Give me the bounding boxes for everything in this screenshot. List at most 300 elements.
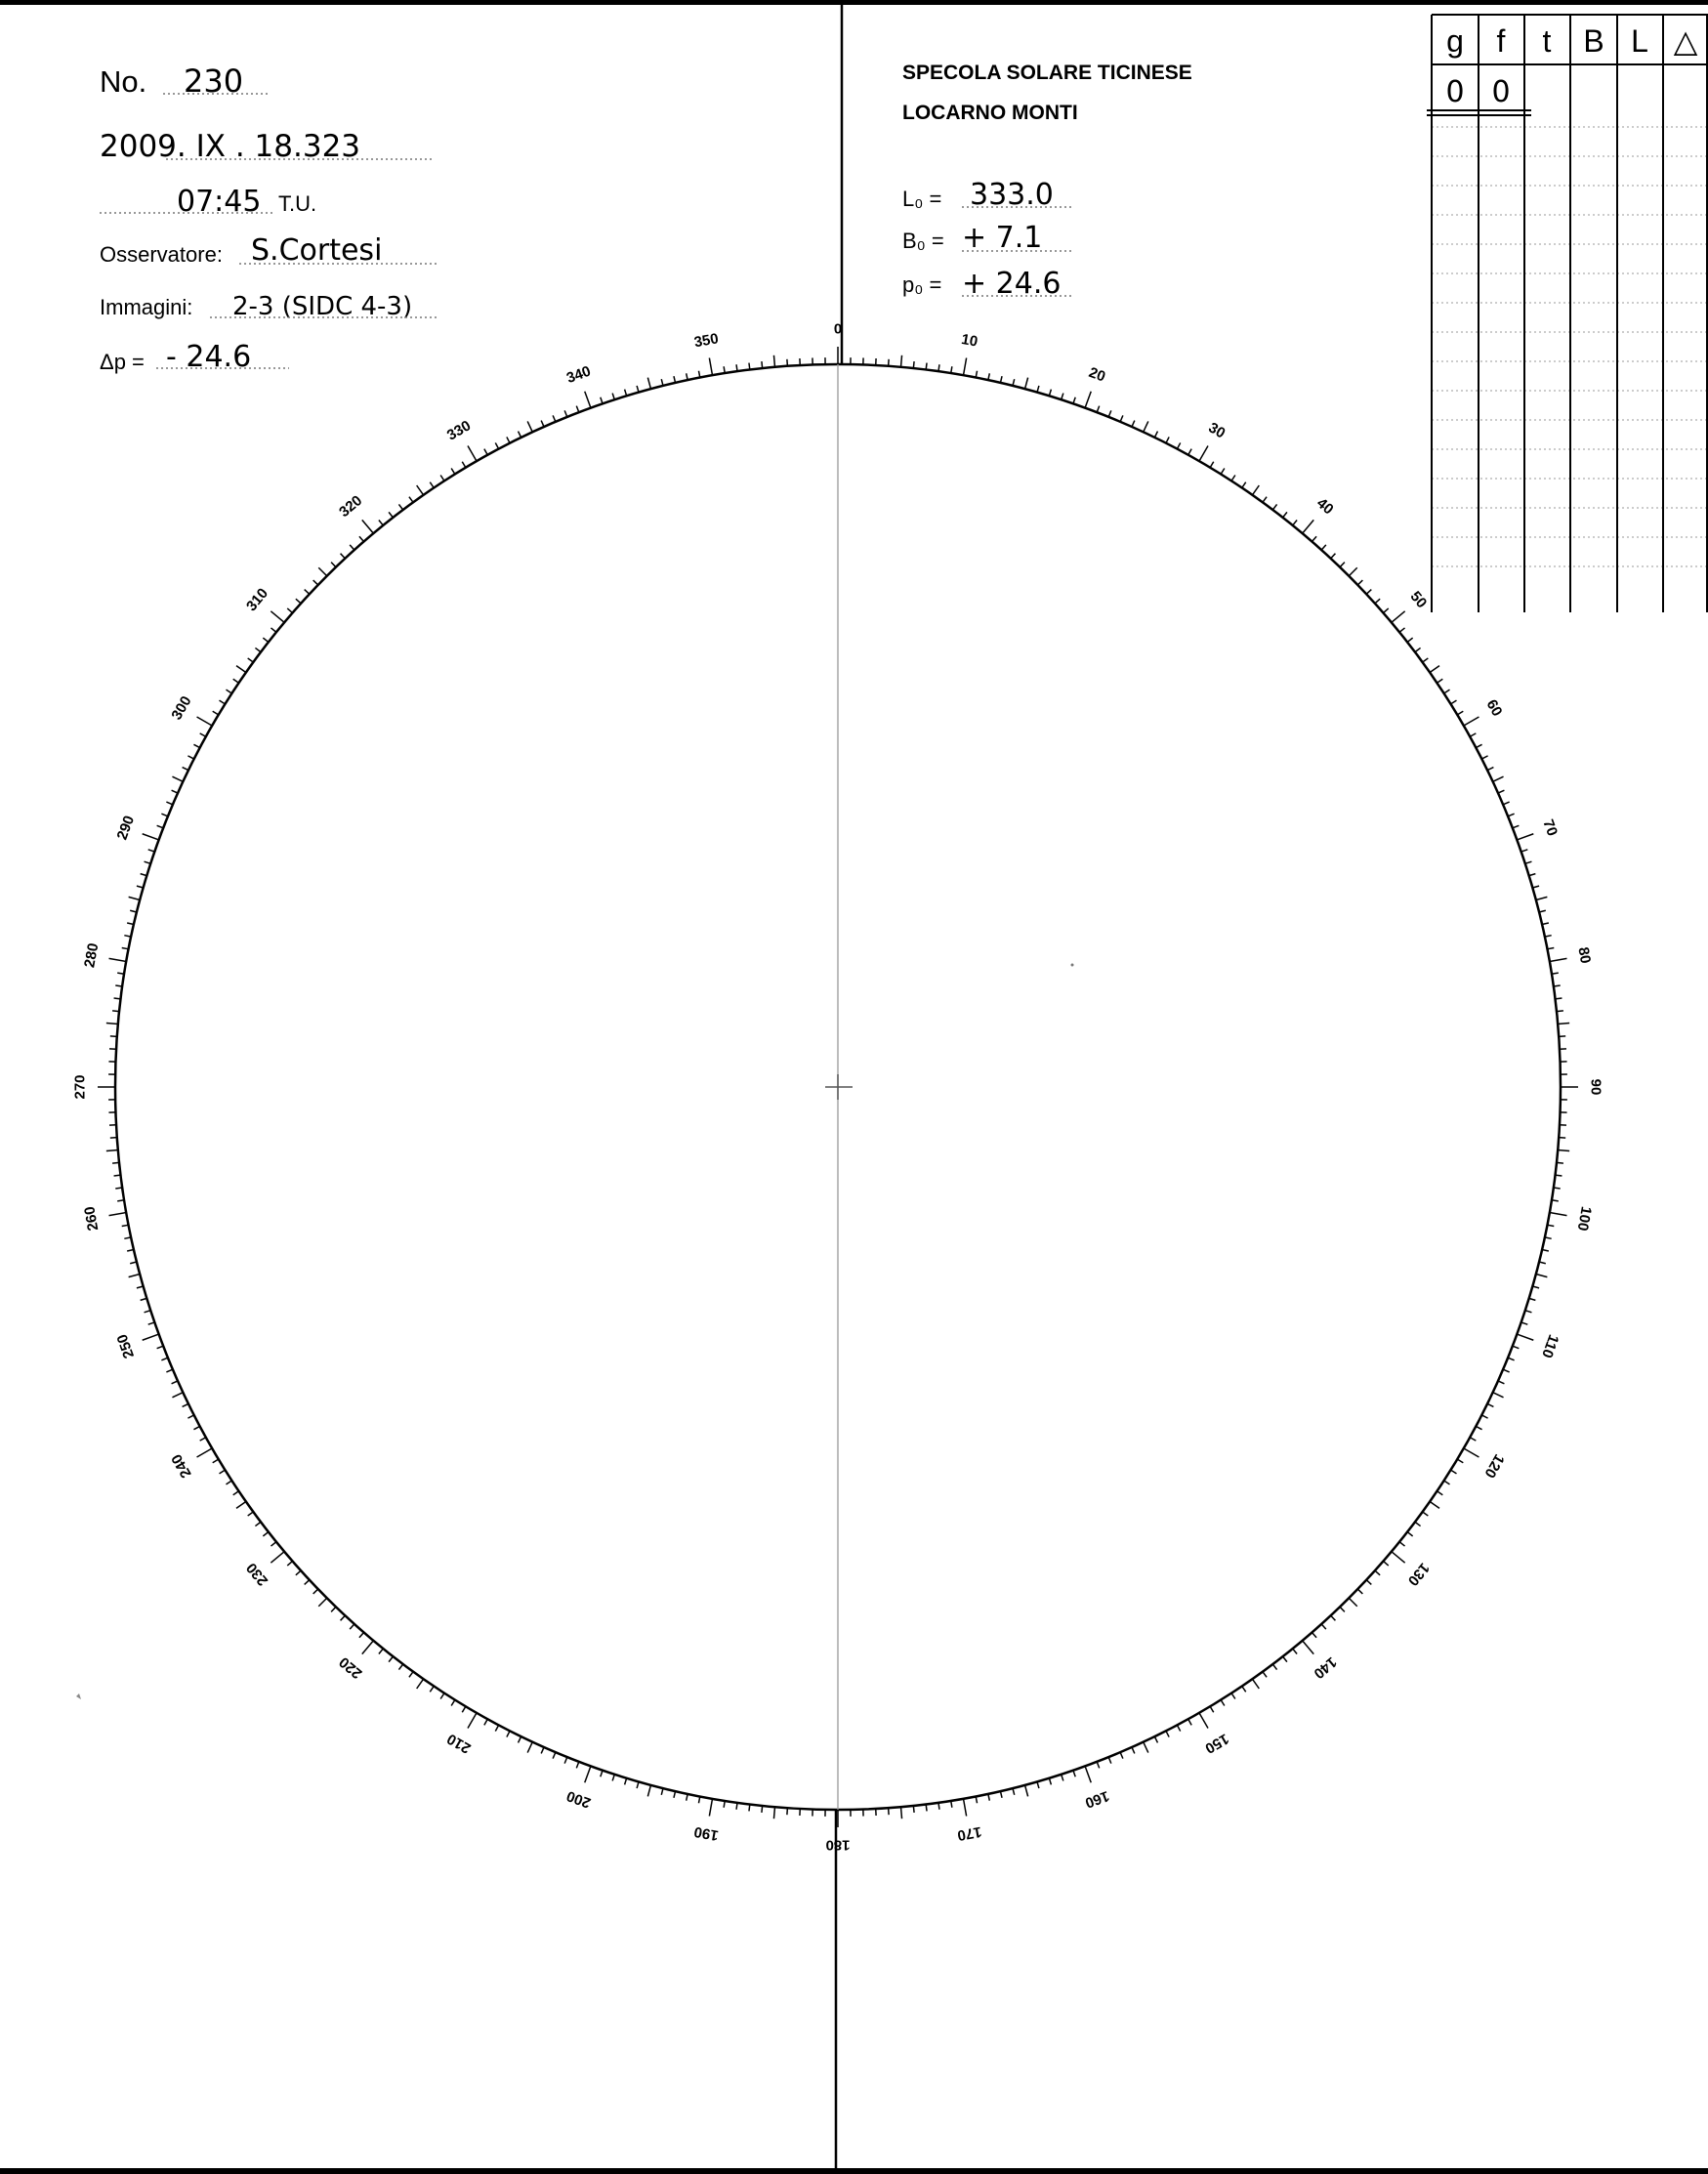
scale-label-70: 70 — [1539, 816, 1562, 839]
sunspot-count-table — [1427, 15, 1708, 612]
scale-label-320: 320 — [336, 491, 366, 522]
scale-tick — [271, 628, 275, 632]
scale-tick — [313, 580, 318, 585]
scale-tick — [901, 1807, 902, 1819]
scale-tick — [318, 1598, 326, 1606]
scale-tick — [553, 415, 556, 421]
scale-tick — [1312, 536, 1316, 541]
scale-label-190: 190 — [692, 1822, 721, 1844]
table-cell-g: 0 — [1445, 75, 1465, 109]
scale-tick — [1554, 1188, 1561, 1189]
scale-tick — [187, 1415, 193, 1418]
scale-tick — [484, 1719, 487, 1725]
scale-tick — [637, 1781, 639, 1788]
bottom-border — [0, 2168, 1708, 2174]
p0-value: + 24.6 — [962, 267, 1062, 301]
scale-tick — [1349, 1598, 1356, 1606]
number-label: No. — [100, 64, 147, 99]
scale-tick — [1154, 432, 1157, 438]
scale-tick — [1085, 1766, 1091, 1782]
scale-tick — [484, 449, 487, 455]
scale-tick — [1293, 1649, 1297, 1653]
scale-tick — [263, 1532, 269, 1536]
scale-tick — [964, 1799, 967, 1817]
header-center — [902, 62, 1192, 301]
scale-tick — [417, 485, 424, 495]
scale-tick — [1415, 1522, 1421, 1526]
scale-tick — [1525, 1311, 1532, 1313]
scale-tick — [913, 1806, 914, 1813]
scale-label-260: 260 — [81, 1204, 103, 1233]
scale-tick — [166, 802, 172, 805]
scale-tick — [762, 361, 763, 368]
scale-tick — [1375, 1570, 1380, 1575]
b0-value: + 7.1 — [962, 221, 1043, 255]
scale-tick — [220, 1470, 226, 1474]
scale-tick — [1508, 1358, 1514, 1360]
scale-tick — [1407, 638, 1413, 642]
scale-tick — [197, 717, 213, 726]
scale-tick — [1529, 1298, 1536, 1300]
delta-p-value: - 24.6 — [166, 340, 252, 374]
scale-tick — [130, 910, 137, 912]
scale-tick — [527, 421, 532, 432]
table-header-b: B — [1583, 23, 1604, 59]
scale-tick — [1340, 1607, 1345, 1611]
scale-tick — [1550, 958, 1567, 961]
table-cell-f: 0 — [1491, 75, 1511, 109]
scale-tick — [519, 432, 521, 438]
scale-tick — [1555, 998, 1562, 999]
scale-tick — [350, 545, 354, 550]
scale-label-110: 110 — [1538, 1332, 1562, 1360]
speck-mark — [1071, 964, 1074, 967]
scale-tick — [213, 711, 219, 715]
scale-tick — [379, 1649, 383, 1653]
scale-tick — [988, 1794, 989, 1801]
scale-tick — [172, 776, 183, 781]
scale-tick — [762, 1806, 763, 1813]
scale-tick — [157, 825, 164, 828]
scale-tick — [248, 658, 254, 662]
scale-tick — [1312, 1632, 1316, 1637]
images-value: 2-3 (SIDC 4-3) — [232, 292, 413, 321]
scale-tick — [647, 378, 650, 390]
table-header-f: f — [1496, 23, 1506, 59]
scale-tick — [1392, 611, 1405, 623]
scale-tick — [1430, 1501, 1439, 1508]
scale-tick — [129, 897, 141, 899]
scale-tick — [1221, 1700, 1225, 1706]
scale-tick — [507, 1731, 510, 1736]
scale-tick — [1252, 1679, 1259, 1689]
scale-tick — [362, 1641, 374, 1654]
scale-tick — [1399, 628, 1404, 632]
scale-tick — [451, 469, 455, 475]
scale-tick — [1025, 378, 1028, 390]
scale-tick — [1558, 1023, 1569, 1024]
scale-label-20: 20 — [1086, 363, 1108, 386]
scale-tick — [1013, 379, 1015, 386]
scale-tick — [341, 1615, 346, 1620]
scale-tick — [1532, 886, 1539, 888]
scale-label-280: 280 — [81, 941, 103, 970]
solar-disk — [72, 5, 1604, 2168]
scale-label-40: 40 — [1312, 494, 1337, 519]
scale-label-50: 50 — [1406, 588, 1431, 612]
scale-tick — [1557, 1011, 1563, 1012]
scale-label-230: 230 — [242, 1559, 272, 1589]
scale-label-290: 290 — [113, 813, 139, 843]
scale-label-330: 330 — [443, 417, 475, 444]
scale-label-140: 140 — [1310, 1652, 1340, 1683]
scale-tick — [112, 1011, 119, 1012]
scale-tick — [1231, 1693, 1235, 1699]
scale-tick — [1108, 410, 1111, 416]
paper-speck — [76, 1693, 81, 1699]
scale-tick — [1555, 1175, 1562, 1176]
scale-tick — [576, 406, 579, 413]
scale-tick — [166, 1369, 172, 1372]
scale-tick — [749, 1804, 750, 1811]
scale-tick — [1085, 392, 1091, 408]
scale-tick — [1487, 768, 1493, 771]
scale-tick — [1481, 1415, 1487, 1418]
scale-tick — [1554, 985, 1561, 986]
scale-tick — [1498, 790, 1504, 793]
scale-tick — [1188, 1719, 1191, 1725]
scale-tick — [1407, 1532, 1413, 1536]
time-value: 07:45 — [177, 185, 262, 219]
scale-tick — [1231, 476, 1235, 481]
scale-tick — [1242, 1686, 1246, 1692]
scale-tick — [1000, 376, 1002, 383]
scale-tick — [964, 358, 967, 376]
scale-tick — [576, 1762, 579, 1769]
scale-tick — [1037, 1781, 1039, 1788]
scale-label-30: 30 — [1205, 419, 1229, 442]
scale-tick — [161, 814, 167, 816]
scale-tick — [227, 690, 232, 693]
scale-tick — [1132, 421, 1135, 427]
scale-tick — [926, 1804, 927, 1811]
scale-tick — [1049, 1778, 1051, 1785]
scale-tick — [263, 638, 269, 642]
table-header-t: t — [1542, 23, 1552, 59]
scale-tick — [143, 1334, 159, 1340]
scale-tick — [1120, 1752, 1123, 1758]
scale-label-80: 80 — [1574, 945, 1595, 965]
scale-tick — [661, 379, 663, 386]
scale-tick — [141, 874, 147, 876]
delta-p-label: Δp = — [100, 350, 145, 374]
scale-tick — [318, 567, 326, 575]
scale-tick — [220, 700, 226, 704]
scale-tick — [1550, 1213, 1567, 1216]
scale-tick — [271, 1542, 275, 1546]
scale-tick — [145, 861, 151, 863]
scale-tick — [1293, 520, 1297, 524]
scale-label-100: 100 — [1573, 1204, 1595, 1233]
scale-tick — [674, 1791, 676, 1798]
scale-tick — [519, 1736, 521, 1742]
scale-label-150: 150 — [1201, 1730, 1232, 1757]
l0-value: 333.0 — [970, 178, 1054, 212]
scale-tick — [213, 1459, 219, 1463]
scale-tick — [1392, 1552, 1405, 1564]
scale-label-130: 130 — [1403, 1559, 1434, 1589]
scale-tick — [1464, 717, 1479, 726]
scale-tick — [187, 756, 193, 759]
table-header-l: L — [1631, 23, 1648, 59]
scale-tick — [359, 536, 364, 541]
institution-name: SPECOLA SOLARE TICINESE — [902, 62, 1192, 84]
scale-tick — [1557, 1162, 1563, 1163]
scale-tick — [938, 1803, 939, 1810]
scale-tick — [1049, 390, 1051, 397]
scale-tick — [1144, 421, 1148, 432]
scale-tick — [148, 1322, 155, 1324]
scale-tick — [255, 1522, 261, 1526]
scale-tick — [1331, 554, 1336, 559]
scale-tick — [331, 1607, 336, 1611]
scale-tick — [379, 520, 383, 524]
scale-tick — [1517, 1334, 1533, 1340]
scale-tick — [1539, 1262, 1546, 1264]
scale-tick — [1457, 711, 1463, 715]
scale-tick — [1503, 1369, 1509, 1372]
scale-tick — [1221, 469, 1225, 475]
scale-tick — [637, 386, 639, 393]
scale-label-300: 300 — [168, 692, 195, 724]
scale-tick — [200, 1438, 206, 1441]
scale-tick — [183, 768, 188, 771]
scale-tick — [1062, 1775, 1063, 1781]
scale-tick — [141, 1298, 147, 1300]
scale-tick — [271, 611, 284, 623]
scale-tick — [1199, 446, 1208, 462]
scale-tick — [1252, 485, 1259, 495]
scale-label-0: 0 — [833, 320, 843, 338]
scale-tick — [430, 482, 434, 488]
scale-tick — [1154, 1736, 1157, 1742]
date-value: 2009. IX . 18.323 — [100, 129, 361, 164]
scale-tick — [1210, 462, 1214, 468]
scale-tick — [109, 1213, 127, 1216]
scale-tick — [1536, 897, 1548, 899]
scale-tick — [1545, 936, 1552, 937]
scale-tick — [1097, 1762, 1100, 1769]
scale-tick — [127, 923, 134, 925]
scale-tick — [601, 397, 603, 404]
scale-tick — [143, 834, 159, 840]
observer-label: Osservatore: — [100, 242, 223, 267]
scale-tick — [233, 1491, 239, 1495]
scale-label-350: 350 — [692, 330, 721, 352]
scale-label-160: 160 — [1082, 1786, 1112, 1812]
header-left — [100, 63, 439, 374]
scale-tick — [296, 1570, 301, 1575]
scale-tick — [736, 364, 737, 371]
observer-value: S.Cortesi — [251, 233, 383, 268]
scale-label-90: 90 — [1587, 1078, 1604, 1096]
scale-tick — [1521, 1322, 1528, 1324]
scale-tick — [709, 1799, 712, 1817]
scale-tick — [1097, 406, 1100, 413]
scale-tick — [233, 679, 239, 683]
scale-tick — [1177, 1725, 1180, 1731]
scale-label-310: 310 — [242, 585, 272, 615]
scale-tick — [541, 1747, 544, 1753]
scale-tick — [114, 1175, 121, 1176]
scale-tick — [1532, 1286, 1539, 1288]
scale-tick — [1132, 1747, 1135, 1753]
scale-tick — [255, 648, 261, 651]
scale-tick — [1303, 1641, 1314, 1654]
scale-tick — [129, 1275, 141, 1277]
scale-label-170: 170 — [955, 1822, 983, 1844]
scale-tick — [1283, 1656, 1287, 1662]
scale-tick — [389, 1656, 393, 1662]
scale-tick — [1498, 1381, 1504, 1384]
scale-tick — [115, 985, 122, 986]
scale-tick — [451, 1700, 455, 1706]
scale-tick — [564, 1757, 567, 1763]
scale-tick — [440, 476, 444, 481]
scale-tick — [553, 1752, 556, 1758]
scale-tick — [1513, 1346, 1520, 1349]
scale-tick — [109, 958, 127, 961]
scale-tick — [296, 599, 301, 604]
scale-tick — [901, 355, 902, 367]
scale-tick — [1263, 497, 1267, 503]
scale-tick — [1464, 1448, 1479, 1457]
scale-tick — [709, 358, 712, 376]
scale-tick — [362, 520, 374, 533]
table-header-g: g — [1446, 23, 1464, 59]
scale-tick — [359, 1632, 364, 1637]
scale-tick — [1423, 1512, 1429, 1516]
scale-tick — [1437, 1491, 1442, 1495]
scale-tick — [106, 1150, 118, 1151]
scale-tick — [1331, 1615, 1336, 1620]
scale-tick — [913, 361, 914, 368]
scale-tick — [172, 790, 178, 793]
scale-tick — [1366, 1580, 1371, 1585]
scale-tick — [287, 608, 292, 613]
scale-tick — [468, 1713, 477, 1729]
scale-tick — [1037, 386, 1039, 393]
scale-tick — [1444, 690, 1450, 693]
scale-tick — [495, 442, 498, 448]
scale-tick — [1529, 874, 1536, 876]
time-unit: T.U. — [278, 191, 317, 216]
scale-tick — [271, 1552, 284, 1564]
scale-tick — [462, 462, 466, 468]
scale-tick — [1558, 1150, 1569, 1151]
scale-tick — [1493, 1393, 1504, 1398]
scale-tick — [409, 1672, 413, 1678]
scale-tick — [1536, 1275, 1548, 1277]
scale-tick — [1025, 1785, 1028, 1797]
scale-label-60: 60 — [1482, 696, 1506, 720]
scale-tick — [417, 1679, 424, 1689]
scale-label-270: 270 — [71, 1074, 89, 1100]
scale-tick — [305, 590, 310, 595]
table-header-delta: △ — [1673, 22, 1698, 60]
scale-tick — [1430, 666, 1439, 673]
scale-tick — [1120, 415, 1123, 421]
scale-tick — [1000, 1791, 1002, 1798]
scale-tick — [1415, 648, 1421, 651]
scale-tick — [1357, 580, 1362, 585]
scale-tick — [1423, 658, 1429, 662]
scale-tick — [157, 1346, 164, 1349]
scale-tick — [585, 1766, 591, 1782]
scale-tick — [1349, 567, 1356, 575]
scale-tick — [183, 1403, 188, 1406]
scale-tick — [287, 1561, 292, 1566]
scale-tick — [193, 744, 199, 747]
scale-tick — [1166, 437, 1169, 442]
scale-tick — [127, 1249, 134, 1251]
scale-label-200: 200 — [563, 1786, 594, 1812]
scale-tick — [193, 1426, 199, 1429]
scale-label-10: 10 — [960, 330, 979, 351]
scale-tick — [130, 1262, 137, 1264]
scale-tick — [773, 1807, 774, 1819]
scale-tick — [541, 421, 544, 427]
scale-tick — [1283, 512, 1287, 518]
scale-tick — [564, 410, 567, 416]
scale-tick — [1513, 825, 1520, 828]
scale-tick — [1517, 834, 1533, 840]
images-label: Immagini: — [100, 295, 193, 319]
scale-tick — [106, 1023, 118, 1024]
scale-tick — [988, 373, 989, 380]
scale-tick — [248, 1512, 254, 1516]
scale-label-180: 180 — [825, 1836, 851, 1854]
scale-tick — [137, 1286, 144, 1288]
scale-label-210: 210 — [443, 1730, 475, 1757]
scale-tick — [148, 850, 155, 852]
l0-label: L₀ = — [902, 187, 942, 211]
scale-tick — [647, 1785, 650, 1797]
scale-tick — [661, 1788, 663, 1795]
scale-tick — [1525, 861, 1532, 863]
scale-tick — [462, 1706, 466, 1712]
scale-label-240: 240 — [168, 1450, 195, 1482]
scale-tick — [1321, 545, 1326, 550]
scale-tick — [1545, 1237, 1552, 1238]
scale-tick — [1210, 1706, 1214, 1712]
scale-tick — [1303, 520, 1314, 533]
scale-tick — [612, 1775, 614, 1781]
scale-tick — [1457, 1459, 1463, 1463]
top-border — [0, 0, 1708, 5]
scale-tick — [1144, 1742, 1148, 1753]
scale-tick — [409, 497, 413, 503]
scale-tick — [1542, 923, 1549, 925]
scale-tick — [1242, 482, 1246, 488]
scale-tick — [1451, 1470, 1457, 1474]
scale-tick — [236, 1501, 246, 1508]
scale-label-120: 120 — [1480, 1450, 1508, 1482]
scale-tick — [1383, 608, 1388, 613]
b0-label: B₀ = — [902, 229, 944, 253]
scale-tick — [236, 666, 246, 673]
institution-location: LOCARNO MONTI — [902, 102, 1078, 124]
